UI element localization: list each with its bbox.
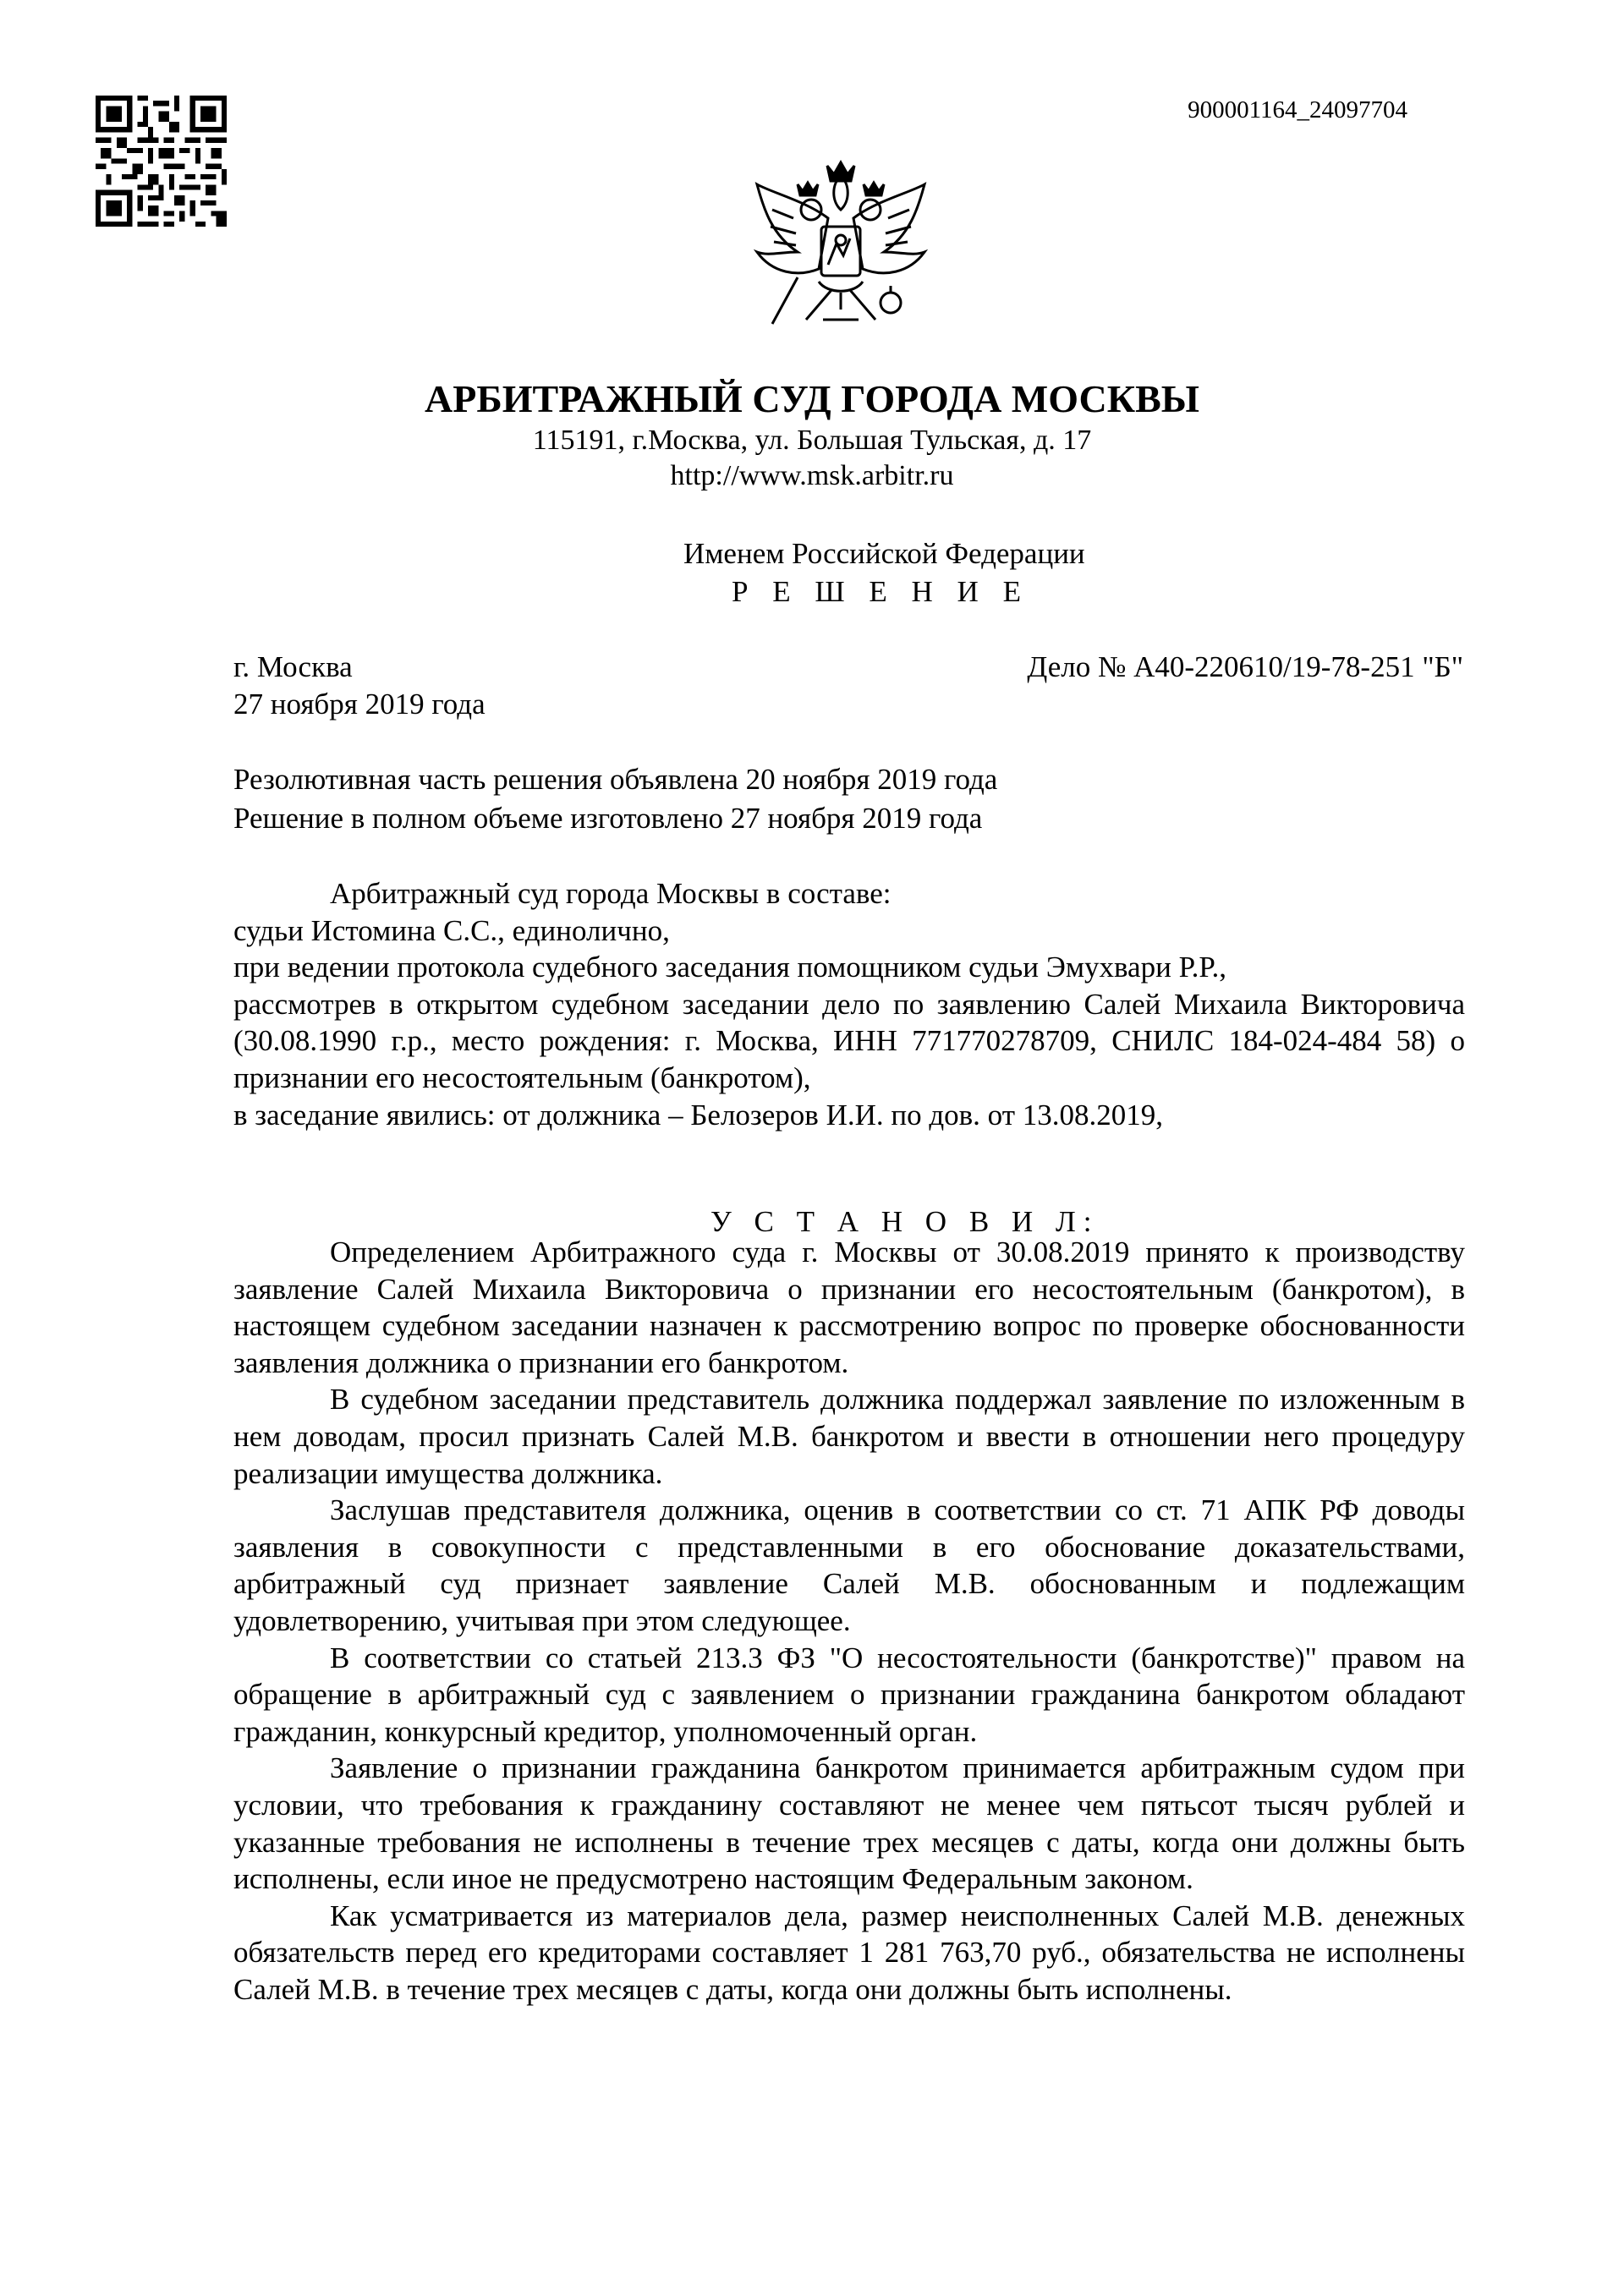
qr-code-icon — [96, 96, 227, 227]
court-name: АРБИТРАЖНЫЙ СУД ГОРОДА МОСКВЫ — [425, 377, 1199, 420]
body-paragraph: Определением Арбитражного суда г. Москвы от 30.08.2019 принято к производству заявление Салей Михаила Викторовича о признании его несостоятельным (банкротом), в настоящем судебном заседании назначен к рассмотрению вопрос по проверке обоснованности заявления должника о признании его банкротом. — [233, 1236, 1465, 1379]
court-website: http://www.msk.arbitr.ru — [670, 460, 954, 491]
decision-date: 27 ноября 2019 года — [233, 688, 486, 721]
body-paragraph: В судебном заседании представитель должника поддержал заявление по изложенным в нем доводам, просил признать Салей М.В. банкротом и ввести в отношении него процедуру реализации имущества должника. — [233, 1383, 1465, 1490]
body-paragraph: В соответствии со статьей 213.3 ФЗ "О несостоятельности (банкротстве)" правом на обращение в арбитражный суд с заявлением о признании гражданина банкротом обладают гражданин, конкурсный кредитор, уполномоченный орган. — [233, 1641, 1465, 1748]
body-paragraph: Заявление о признании гражданина банкротом принимается арбитражным судом при условии, что требования к гражданину составляют не менее чем пятьсот тысяч рублей и указанные требования не исполнены в течение трех месяцев с даты, когда они должны быть исполнены, если иное не предусмотрено настоящим Федеральным законом. — [233, 1751, 1465, 1896]
court-composition — [233, 875, 1465, 1133]
composition-line: в заседание явились: от должника – Белозеров И.И. по дов. от 13.08.2019, — [233, 1098, 1164, 1132]
court-address: 115191, г.Москва, ул. Большая Тульская, д. 17 — [532, 425, 1092, 456]
established-section — [233, 1234, 1465, 2008]
document-number: 900001164_24097704 — [1188, 96, 1407, 123]
composition-line: Арбитражный суд города Москвы в составе: — [330, 877, 892, 910]
established-title: У С Т А Н О В И Л: — [710, 1205, 1100, 1238]
decision-made-line: Решение в полном объеме изготовлено 27 ноября 2019 года — [233, 802, 983, 835]
composition-line: судьи Истомина С.С., единолично, — [233, 913, 670, 947]
russian-coat-of-arms-icon — [747, 151, 935, 347]
composition-line: при ведении протокола судебного заседания помощником судьи Эмухвари Р.Р., — [233, 951, 1227, 984]
case-number: Дело № А40-220610/19-78-251 "Б" — [1027, 650, 1463, 683]
body-paragraph: Заслушав представителя должника, оценив в соответствии со ст. 71 АПК РФ доводы заявления в совокупности с представленными в его обоснование доказательствами, арбитражный суд признает заявление Салей М.В. обоснованным и подлежащим удовлетворению, учитывая при этом следующее. — [233, 1493, 1465, 1637]
decision-title: Р Е Ш Е Н И Е — [732, 575, 1029, 608]
resolution-announced-line: Резолютивная часть решения объявлена 20 ноября 2019 года — [233, 763, 998, 796]
body-paragraph: Как усматривается из материалов дела, размер неисполненных Салей М.В. денежных обязательств перед его кредиторами составляет 1 281 763,70 руб., обязательства не исполнены Салей М.В. в течение трех месяцев с даты, когда они должны быть исполнены. — [233, 1899, 1465, 2006]
in-name-of-federation: Именем Российской Федерации — [683, 537, 1085, 570]
composition-line: рассмотрев в открытом судебном заседании дело по заявлению Салей Михаила Викторовича (30.08.1990 г.р., место рождения: г. Москва, ИНН 771770278709, СНИЛС 184-024-484 58) о признании его несостоятельным (банкротом), — [233, 987, 1465, 1094]
city: г. Москва — [233, 650, 353, 683]
